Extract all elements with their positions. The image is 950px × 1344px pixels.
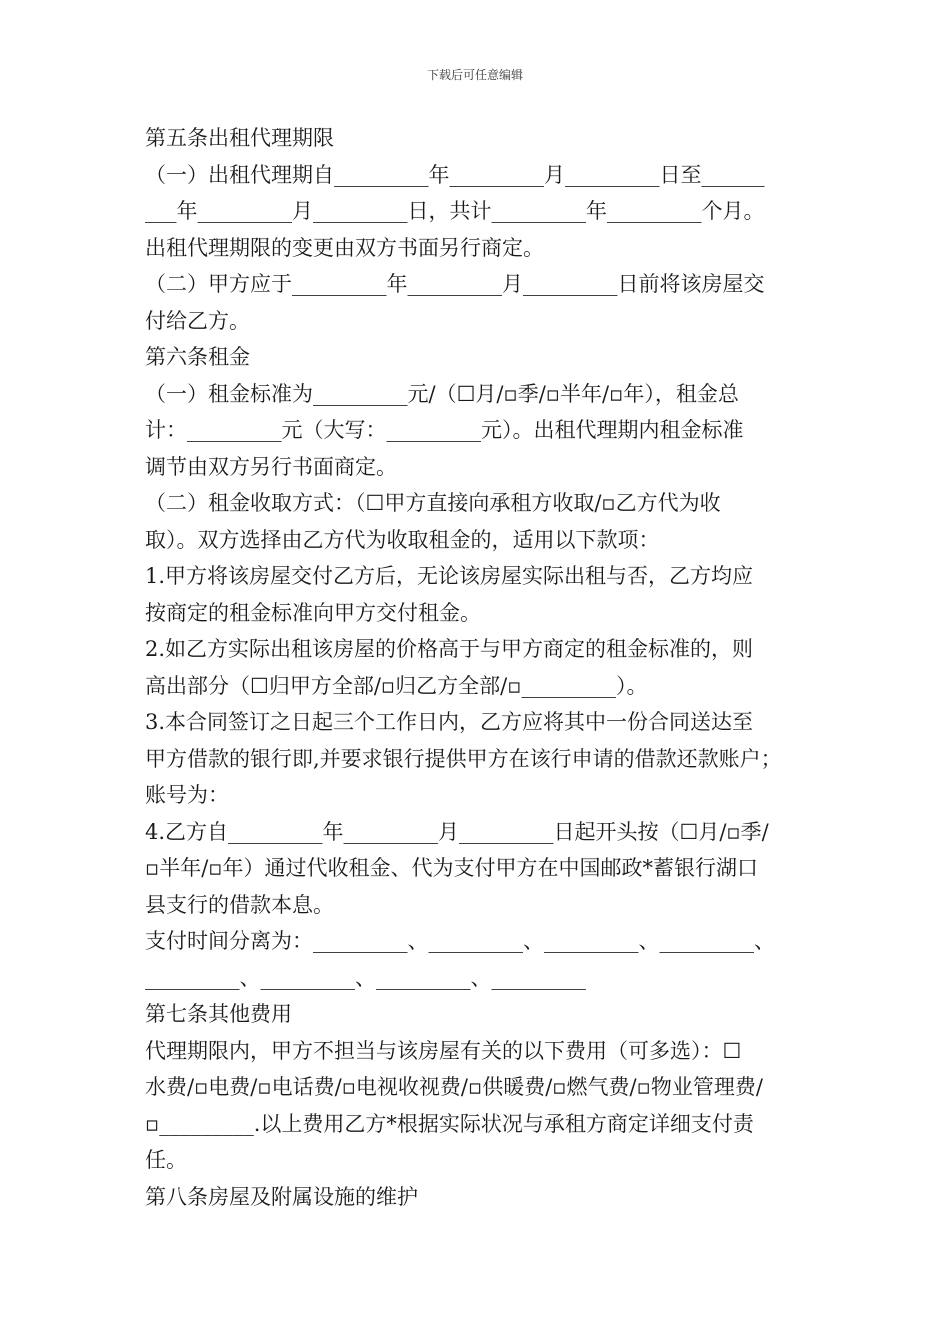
paragraph-line: ▫半年/▫年）通过代收租金、代为支付甲方在中国邮政*蓄银行湖口 [145,856,759,880]
page-header-note: 下载后可任意编辑 [426,68,523,82]
paragraph-line: （二）租金收取方式：（☐甲方直接向承租方收取/▫乙方代为收 [145,491,721,515]
paragraph-line: 高出部分（☐归甲方全部/▫归乙方全部/▫_________）。 [145,673,648,698]
paragraph-line: （一）租金标准为_________元/（☐月/▫季/▫半年/▫年），租金总 [145,381,739,406]
section-heading-5: 第五条出租代理期限 [145,126,334,150]
paragraph-line: 账号为： [145,783,229,807]
paragraph-line: 水费/▫电费/▫电话费/▫电视收视费/▫供暖费/▫燃气费/▫物业管理费/ [145,1075,763,1099]
paragraph-line: 县支行的借款本息。 [145,892,334,917]
paragraph-line: 调节由双方另行书面商定。 [145,454,397,479]
paragraph-line: 付给乙方。 [145,308,250,333]
list-item-2: 2.如乙方实际出租该房屋的价格高于与甲方商定的租金标准的，则 [145,637,754,661]
section-heading-8: 第八条房屋及附属设施的维护 [145,1184,418,1209]
paragraph-line: 按商定的租金标准向甲方交付租金。 [145,600,481,625]
paragraph-line: ▫_________.以上费用乙方*根据实际状况与承租方商定详细支付责 [145,1111,754,1136]
list-item-4: 4.乙方自_________年_________月_________日起开头按（☐月/▫季/ [145,819,769,844]
paragraph-line: ___年_________月_________日，共计_________年_________个月。 [145,199,765,223]
paragraph-line: 任。 [145,1148,187,1172]
paragraph-line: 取）。双方选择由乙方代为收取租金的，适用以下款项： [145,527,660,552]
list-item-1: 1.甲方将该房屋交付乙方后，无论该房屋实际出租与否，乙方均应 [145,564,754,588]
section-heading-6: 第六条租金 [145,345,250,369]
paragraph-line: 支付时间分离为：_________、_________、_________、_________、 [145,929,775,953]
paragraph-line: （一）出租代理期自_________年_________月_________日至______ [145,162,765,187]
paragraph-line: 代理期限内，甲方不担当与该房屋有关的以下费用（可多选）：☐ [145,1038,742,1063]
document-body [145,120,815,1215]
paragraph-line: 计：_________元（大写：_________元）。出租代理期内租金标准 [145,418,744,442]
paragraph-line: _________、_________、_________、_________ [145,965,586,990]
list-item-3: 3.本合同签订之日起三个工作日内，乙方应将其中一份合同送达至 [145,710,754,734]
section-heading-7: 第七条其他费用 [145,1002,292,1026]
paragraph-line: （二）甲方应于_________年_________月_________日前将该房屋交 [145,272,765,296]
paragraph-line: 出租代理期限的变更由双方书面另行商定。 [145,235,544,260]
paragraph-line: 甲方借款的银行即,并要求银行提供甲方在该行申请的借款还款账户； [145,746,782,771]
